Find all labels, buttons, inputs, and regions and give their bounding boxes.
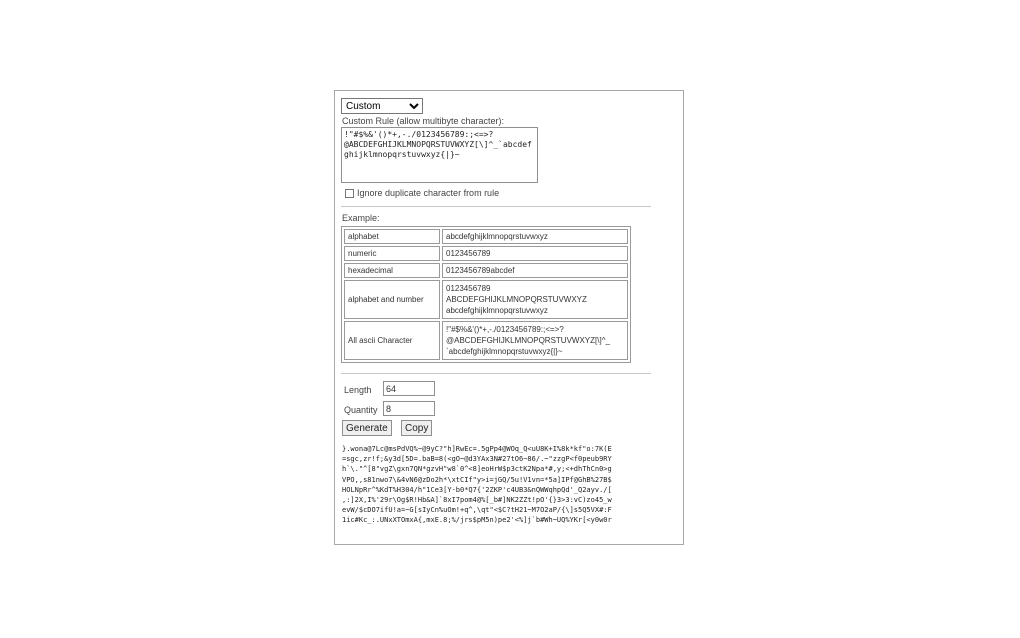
length-input[interactable] [383, 381, 435, 396]
example-value-cell: 0123456789abcdef [442, 263, 628, 278]
table-row [344, 229, 628, 244]
divider [341, 206, 651, 207]
output-line: =sgc,zr!f;&y3d[5D=.baB=8(<gO~@d3YAx3N#27tO6~86/.~"zzgP<f0peub9RY [342, 455, 612, 464]
example-name-cell: alphabet and number [344, 280, 440, 319]
copy-button[interactable]: Copy [401, 420, 432, 436]
divider [341, 373, 651, 374]
example-name-cell: All ascii Character [344, 321, 440, 360]
example-name-cell: numeric [344, 246, 440, 261]
example-value-cell: !"#$%&'()*+,-./0123456789:;<=>? @ABCDEFGHIJKLMNOPQRSTUVWXYZ[\]^_ `abcdefghijklmnopqrstuvwxyz{|}~ [442, 321, 628, 360]
generated-output[interactable] [342, 444, 682, 526]
output-line: HOLNpRr^%KdT%H304/h"1Ce3[Y-b0*Q7{'2ZKP'c4UB3&nQWWqhpQd'_Q2ayv./[ [342, 485, 612, 494]
example-name-cell: hexadecimal [344, 263, 440, 278]
table-row [344, 280, 628, 319]
length-label: Length [344, 385, 372, 395]
password-generator-panel [334, 90, 684, 545]
custom-rule-textarea[interactable] [341, 127, 538, 183]
example-value-cell: 0123456789 ABCDEFGHIJKLMNOPQRSTUVWXYZ abcdefghijklmnopqrstuvwxyz [442, 280, 628, 319]
ignore-duplicate-row[interactable] [345, 188, 499, 198]
custom-rule-label: Custom Rule (allow multibyte character): [342, 116, 505, 126]
ignore-duplicate-label[interactable]: Ignore duplicate character from rule [357, 188, 500, 198]
output-line: h`\."^[8"vgZ\gxn7QN*gzvH"w8`0^<8]eoHrW$p3ctK2Npa*#,y;<+dhThCn0>g [342, 465, 612, 474]
table-row [344, 321, 628, 360]
output-line: ,:]2X,I%'29r\Og$R!Hb&A]`8xI7pom4@%[_b#]NK2ZZt!pO'{}3>3:vC)zo45_w [342, 496, 612, 505]
generate-button[interactable]: Generate [342, 420, 392, 436]
example-table [341, 226, 631, 363]
output-line: 1ic#Kc_:.UNxXTOmxA{,mxE.8;%/jrs$pM5n)pe2'<%]j`b#Wh~UQ%YKr[<y0w0r [342, 516, 612, 525]
output-line: evW/$cDO7ifU!a=~G[sIyCn%uOm!+q^,\qt"<$C?tH21~M7O2aP/{\]s5Q5VX#:F [342, 506, 612, 515]
mode-select[interactable] [341, 98, 423, 114]
example-label: Example: [342, 213, 380, 223]
output-line: }.wona@7Lc@msPdVQ%~@9yC?"h]RwEc=.5gPp4@WOq_Q<uU8K+I%8k*kf"o:7K(E [342, 445, 612, 453]
example-name-cell: alphabet [344, 229, 440, 244]
example-value-cell: abcdefghijklmnopqrstuvwxyz [442, 229, 628, 244]
example-value-cell: 0123456789 [442, 246, 628, 261]
table-row [344, 246, 628, 261]
ignore-duplicate-checkbox[interactable] [345, 189, 354, 198]
quantity-label: Quantity [344, 405, 378, 415]
quantity-input[interactable] [383, 401, 435, 416]
output-line: VPO,,s81nwo7\&4vN6@zDo2h*\xtCIf"y>i=jGQ/5u!V1vn=*5a]IPf@GhB%27B$ [342, 475, 612, 484]
table-row [344, 263, 628, 278]
